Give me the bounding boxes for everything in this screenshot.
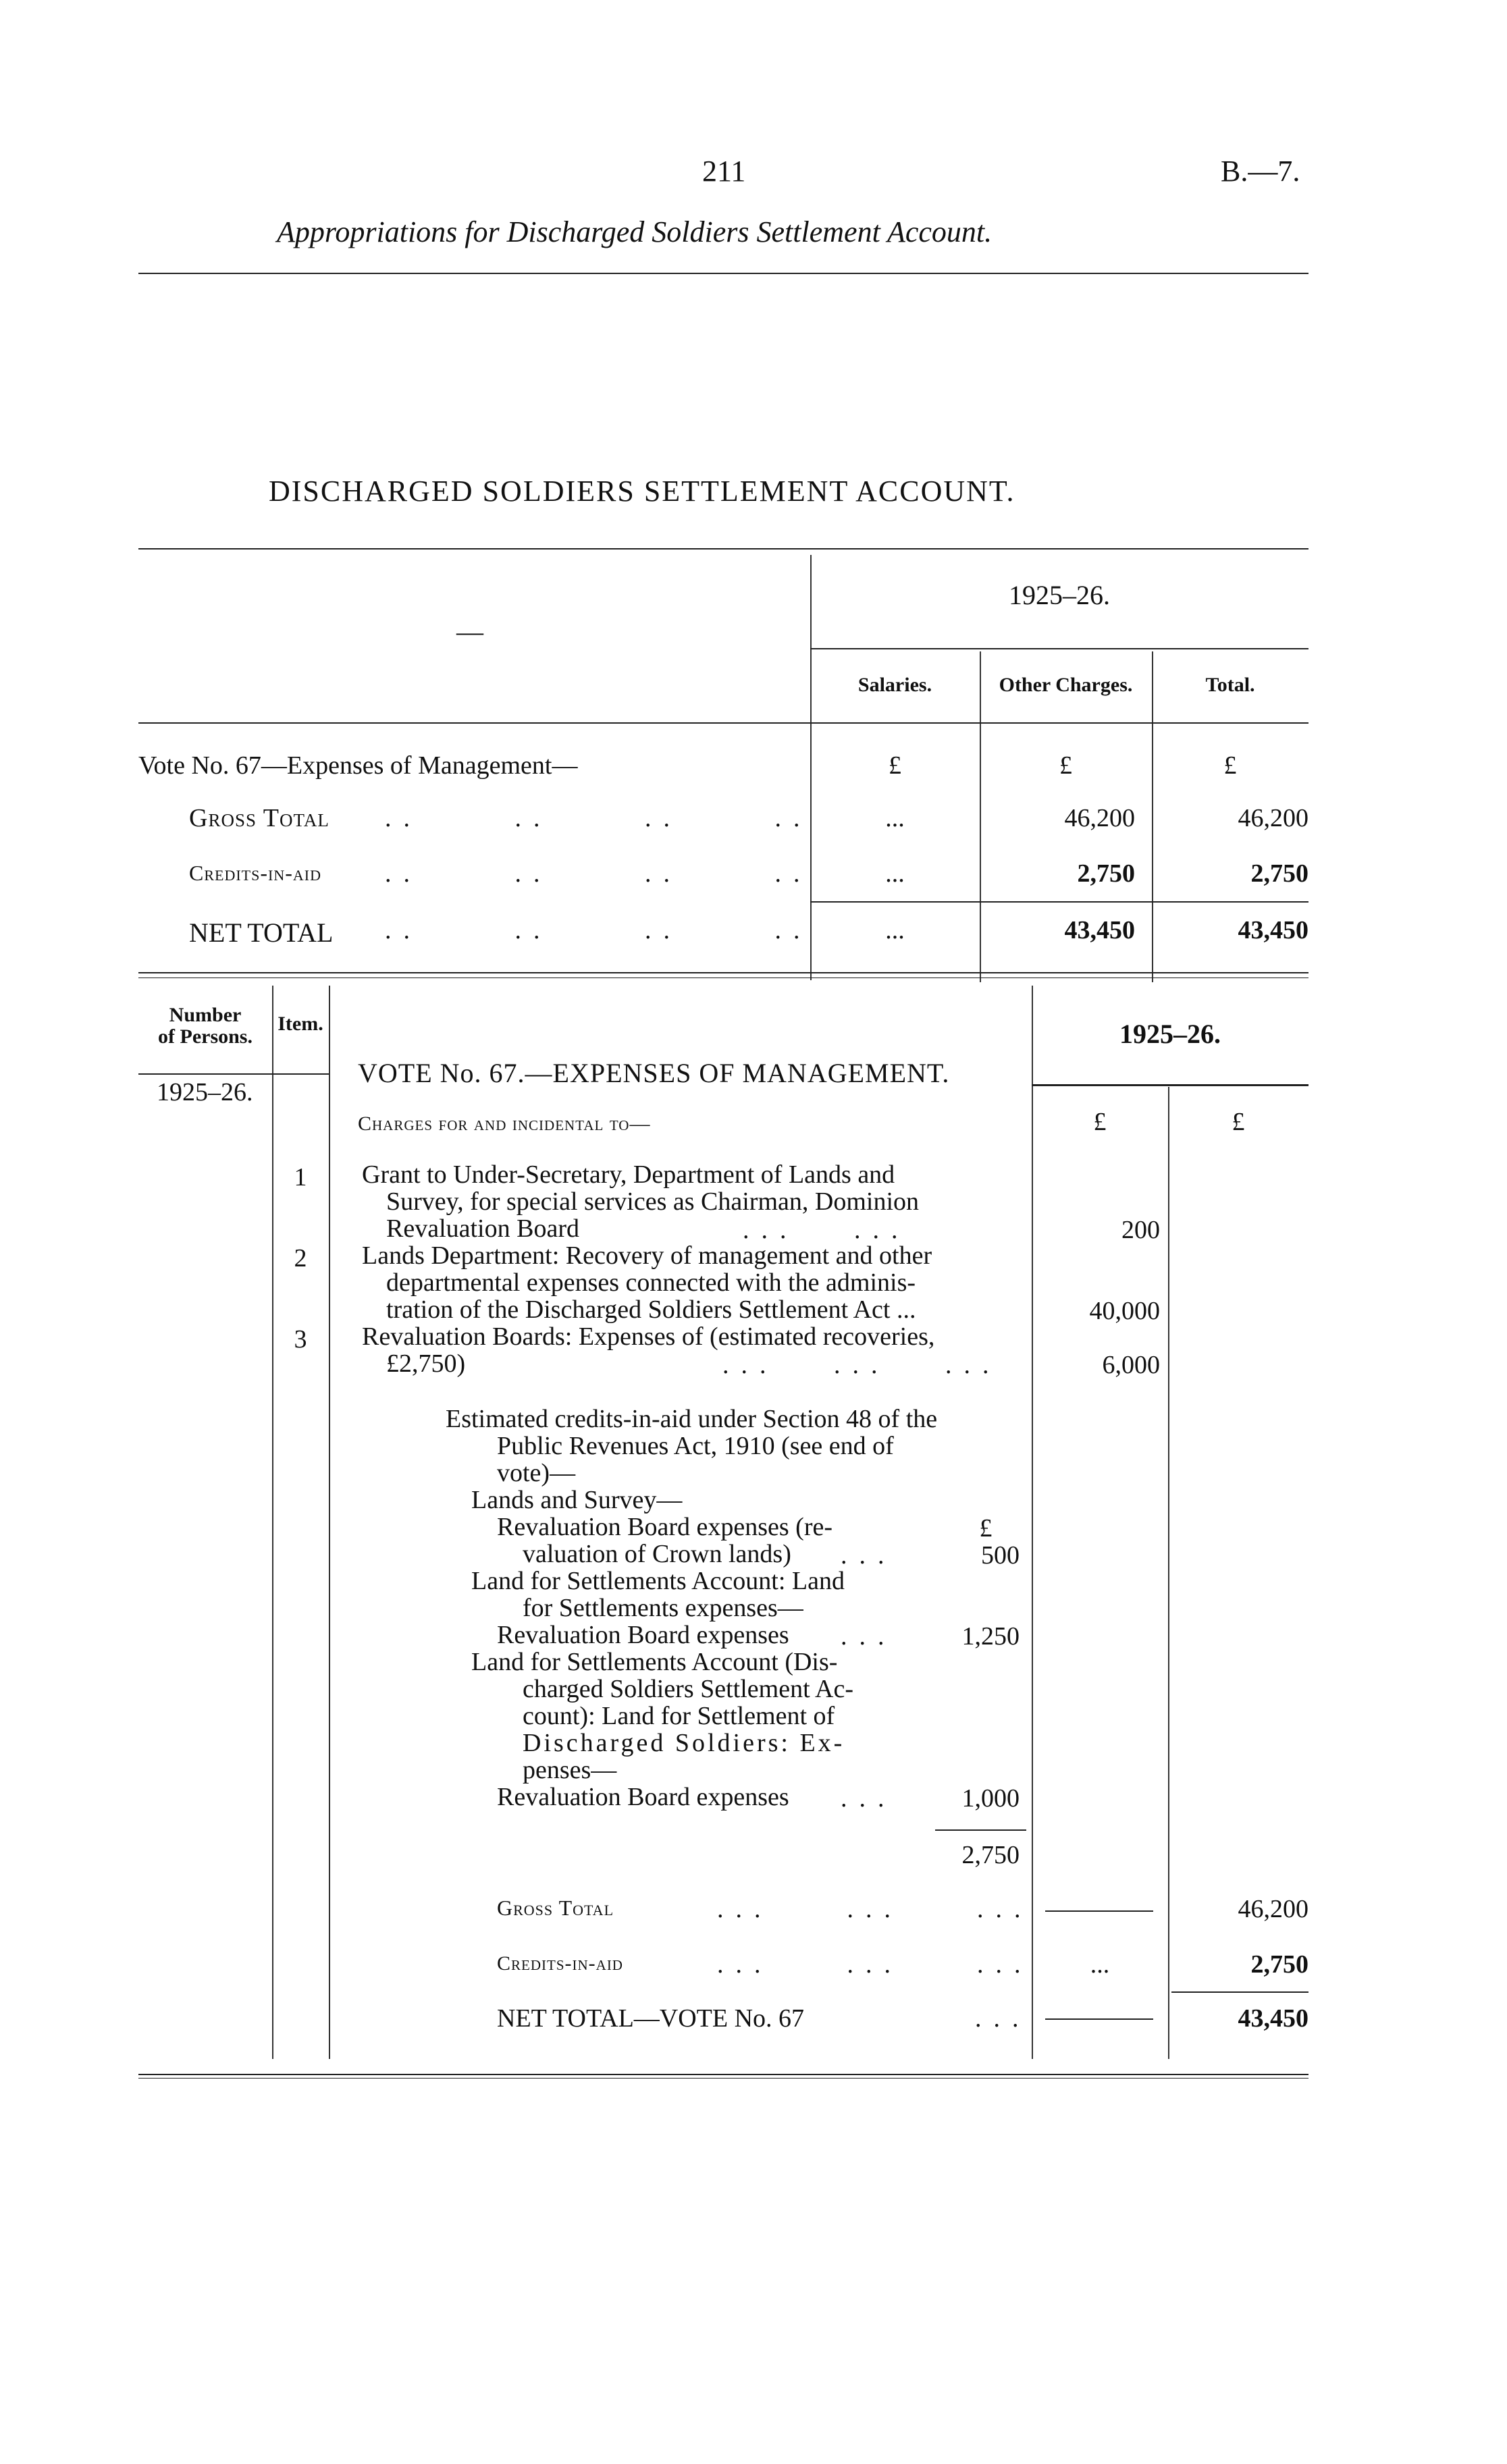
summary-subtotal-rule (810, 901, 1308, 903)
credits-intro-line-1: Estimated credits-in-aid under Section 48 of the (446, 1405, 938, 1433)
leader-dots: ... (841, 1784, 897, 1813)
gross-total: 46,200 (1238, 804, 1308, 832)
credit-2-amount: 1,250 (961, 1622, 1020, 1651)
col-persons-line-1: Number (169, 1004, 242, 1026)
credits-total: 2,750 (961, 1841, 1020, 1869)
item-1-line-2: Survey, for special services as Chairman, Dominion (386, 1187, 920, 1216)
leader-dots: ... ... (743, 1216, 910, 1244)
vote-label: Vote No. 67—Expenses of Management— (138, 751, 578, 780)
net-salaries: ... (885, 916, 905, 944)
credit-1-text (471, 1487, 832, 1568)
summary-bottom-rule (138, 972, 1308, 973)
col-persons-header (138, 1005, 272, 1048)
credits-intro-line-2: Public Revenues Act, 1910 (see end of (497, 1432, 894, 1460)
credit-3-line-1: Land for Settlements Account (Dis- (471, 1648, 838, 1676)
credit-1-line-1: Lands and Survey— (471, 1486, 683, 1514)
persons-col-divider (272, 986, 273, 2059)
detail-year: 1925–26. (1119, 1019, 1221, 1049)
leader-dots: ... (841, 1541, 897, 1570)
summary-year-rule (810, 648, 1308, 649)
credit-2-line-2: for Settlements expenses— (523, 1594, 803, 1622)
persons-year: 1925–26. (157, 1078, 253, 1106)
item-1-line-3: Revaluation Board (386, 1214, 579, 1243)
leader-dots: ... (841, 1622, 897, 1651)
credit-1-line-3: valuation of Crown lands) (523, 1540, 791, 1568)
item-number-1: 1 (294, 1163, 307, 1191)
detail-net-label: NET TOTAL—VOTE No. 67 (497, 2004, 805, 2033)
summary-top-rule (138, 548, 1308, 550)
gross-dash (1045, 1910, 1153, 1912)
header-rule (138, 273, 1308, 274)
item-col-divider (329, 986, 330, 2059)
stub-dash: — (456, 616, 483, 647)
detail-bottom-rule-2 (138, 2078, 1308, 2079)
detail-bottom-rule (138, 2074, 1308, 2075)
detail-subtotal-rule (1171, 1991, 1308, 1993)
credit-2-line-1: Land for Settlements Account: Land (471, 1567, 845, 1595)
item-number-2: 2 (294, 1244, 307, 1273)
summary-bottom-rule-2 (138, 977, 1308, 978)
leader-dots: .. .. .. .. (385, 859, 812, 888)
credit-3-line-2: charged Soldiers Settlement Ac- (523, 1675, 854, 1703)
credit-3-line-4: Discharged Soldiers: Ex- (523, 1729, 845, 1757)
credits-sum-rule (935, 1829, 1026, 1831)
credit-3-line-5: penses— (523, 1756, 617, 1784)
item-3-amount: 6,000 (1102, 1351, 1160, 1379)
gross-other: 46,200 (1064, 804, 1135, 832)
item-number-3: 3 (294, 1325, 307, 1354)
detail-cia-label: Credits-in-aid (497, 1952, 623, 1975)
detail-gross-amount: 46,200 (1238, 1895, 1308, 1923)
cia-other: 2,750 (1077, 859, 1135, 888)
col-total: Total. (1205, 674, 1255, 696)
leader-dots: ... ... ... (717, 1950, 1033, 1979)
credits-pound: £ (979, 1514, 993, 1543)
credit-2-text (471, 1568, 845, 1649)
leader-dots: .. .. .. .. (385, 804, 812, 832)
credit-3-amount: 1,000 (961, 1784, 1020, 1813)
cia-salaries: ... (885, 859, 905, 888)
detail-gross-label: Gross Total (497, 1896, 614, 1920)
gross-salaries: ... (885, 804, 905, 832)
col-item-header: Item. (277, 1013, 323, 1035)
credits-intro (446, 1405, 937, 1487)
item-2-line-2: departmental expenses connected with the adminis- (386, 1268, 916, 1297)
credit-1-line-2: Revaluation Board expenses (re- (497, 1513, 832, 1541)
row-label-gross-total: Gross Total (189, 804, 329, 832)
credit-3-line-6: Revaluation Board expenses (497, 1783, 789, 1811)
credit-2-line-3: Revaluation Board expenses (497, 1621, 789, 1649)
section-title: DISCHARGED SOLDIERS SETTLEMENT ACCOUNT. (269, 475, 1015, 508)
item-2-text (362, 1242, 932, 1323)
leader-dots: ... ... ... (717, 1895, 1033, 1923)
vote-title: VOTE No. 67.—EXPENSES OF MANAGEMENT. (358, 1058, 950, 1088)
credit-3-text (471, 1649, 853, 1811)
item-3-line-2: £2,750) (386, 1349, 466, 1378)
col-persons-line-2: of Persons. (158, 1025, 253, 1048)
pound-total: £ (1223, 751, 1237, 780)
net-dash (1045, 2018, 1153, 2020)
item-1-amount: 200 (1121, 1216, 1160, 1244)
detail-cia-amount: 2,750 (1250, 1950, 1308, 1979)
item-3-line-1: Revaluation Boards: Expenses of (estimated recoveries, (362, 1322, 935, 1351)
credit-3-line-3: count): Land for Settlement of (523, 1702, 835, 1730)
item-2-amount: 40,000 (1089, 1297, 1160, 1325)
leader-dots: .. .. .. .. (385, 916, 812, 944)
leader-dots: ... ... ... (722, 1351, 1001, 1379)
item-1-line-1: Grant to Under-Secretary, Department of Lands and (362, 1160, 895, 1189)
pound-col-1: £ (1093, 1108, 1107, 1136)
pound-other: £ (1059, 751, 1072, 780)
item-2-line-3: tration of the Discharged Soldiers Settlement Act ... (386, 1295, 916, 1324)
cia-total: 2,750 (1250, 859, 1308, 888)
credits-intro-line-3: vote)— (497, 1459, 576, 1487)
running-title: Appropriations for Discharged Soldiers Settlement Account. (277, 215, 993, 248)
page-number: 211 (702, 155, 746, 188)
persons-header-rule (138, 1073, 329, 1075)
col-other-charges: Other Charges. (999, 674, 1133, 696)
credit-1-amount: 500 (981, 1541, 1020, 1570)
col-salaries: Salaries. (857, 674, 932, 696)
detail-year-rule (1032, 1084, 1308, 1086)
charges-heading: Charges for and incidental to— (358, 1113, 651, 1135)
summary-year: 1925–26. (1009, 580, 1110, 610)
detail-net-amount: 43,450 (1238, 2004, 1308, 2033)
row-label-net-total: NET TOTAL (189, 917, 334, 948)
pound-salaries: £ (889, 751, 901, 780)
summary-header-rule (138, 722, 1308, 724)
item-2-line-1: Lands Department: Recovery of management and other (362, 1241, 932, 1270)
detail-cia-col1: ... (1090, 1950, 1110, 1979)
document-reference: B.—7. (1221, 155, 1300, 188)
leader-dots: ... (975, 2004, 1031, 2033)
net-total: 43,450 (1238, 916, 1308, 944)
row-label-credits-in-aid: Credits-in-aid (189, 861, 321, 885)
net-other: 43,450 (1064, 916, 1135, 944)
pound-col-2: £ (1232, 1108, 1245, 1136)
